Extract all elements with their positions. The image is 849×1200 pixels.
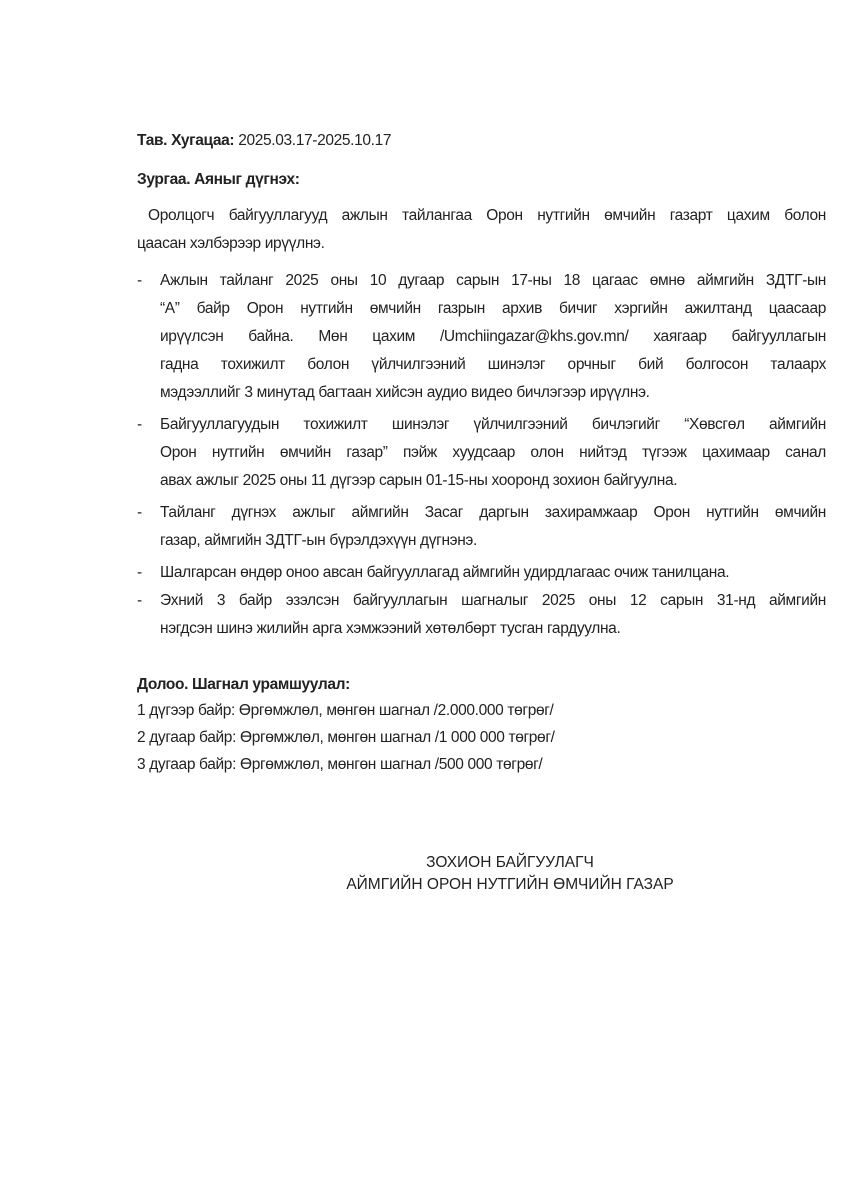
award-line: 2 дугаар байр: Өргөмжлөл, мөнгөн шагнал /1 000 000 төгрөг/ xyxy=(137,729,555,746)
period-label: Тав. Хугацаа: xyxy=(137,132,235,149)
signature-organizer: ЗОХИОН БАЙГУУЛАГЧ xyxy=(426,854,594,871)
bullet-line: ирүүлсэн байна. Мөн цахим /Umchiingazar@khs.gov.mn/ хаягаар байгууллагын xyxy=(160,328,826,345)
bullet-line: Шалгарсан өндөр оноо авсан байгууллагад аймгийн удирдлагаас очиж танилцана. xyxy=(160,564,730,581)
bullet-line: Эхний 3 байр эзэлсэн байгууллагын шагналыг 2025 оны 12 сарын 31-нд аймгийн xyxy=(160,592,826,609)
bullet-line: гадна тохижилт болон үйлчилгээний шинэлэг орчныг бий болгосон талаарх xyxy=(160,356,826,373)
award-line: 1 дүгээр байр: Өргөмжлөл, мөнгөн шагнал /2.000.000 төгрөг/ xyxy=(137,702,554,719)
bullet-marker: - xyxy=(137,416,142,433)
intro-line: Оролцогч байгууллагууд ажлын тайлангаа Орон нутгийн өмчийн газарт цахим болон xyxy=(148,207,826,224)
bullet-line: Ажлын тайланг 2025 оны 10 дугаар сарын 17-ны 18 цагаас өмнө аймгийн ЗДТГ-ын xyxy=(160,272,826,289)
bullet-marker: - xyxy=(137,272,142,289)
bullet-line: авах ажлыг 2025 оны 11 дүгээр сарын 01-15-ны хооронд зохион байгуулна. xyxy=(160,472,678,489)
bullet-line: Орон нутгийн өмчийн газар” пэйж хуудсаар олон нийтэд түгээж цахимаар санал xyxy=(160,444,826,461)
bullet-marker: - xyxy=(137,564,142,581)
bullet-line: газар, аймгийн ЗДТГ-ын бүрэлдэхүүн дүгнэнэ. xyxy=(160,532,477,549)
period-value: 2025.03.17-2025.10.17 xyxy=(234,132,392,149)
bullet-line: Байгууллагуудын тохижилт шинэлэг үйлчилгээний бичлэгийг “Хөвсгөл аймгийн xyxy=(160,416,826,433)
bullet-marker: - xyxy=(137,592,142,609)
bullet-line: мэдээллийг 3 минутад багтаан хийсэн аудио видео бичлэгээр ирүүлнэ. xyxy=(160,384,650,401)
section6-heading: Зургаа. Аяныг дүгнэх: xyxy=(137,171,300,188)
bullet-line: “А” байр Орон нутгийн өмчийн газрын архив бичиг хэргийн ажилтанд цаасаар xyxy=(160,300,826,317)
signature-organization: АЙМГИЙН ОРОН НУТГИЙН ӨМЧИЙН ГАЗАР xyxy=(346,876,674,893)
bullet-marker: - xyxy=(137,504,142,521)
intro-line: цаасан хэлбэрээр ирүүлнэ. xyxy=(137,235,325,252)
section7-heading: Долоо. Шагнал урамшуулал: xyxy=(137,676,350,693)
period-line xyxy=(137,131,391,151)
award-line: 3 дугаар байр: Өргөмжлөл, мөнгөн шагнал /500 000 төгрөг/ xyxy=(137,756,543,773)
bullet-line: Тайланг дүгнэх ажлыг аймгийн Засаг даргын захирамжаар Орон нутгийн өмчийн xyxy=(160,504,826,521)
bullet-line: нэгдсэн шинэ жилийн арга хэмжээний хөтөлбөрт тусган гардуулна. xyxy=(160,620,621,637)
